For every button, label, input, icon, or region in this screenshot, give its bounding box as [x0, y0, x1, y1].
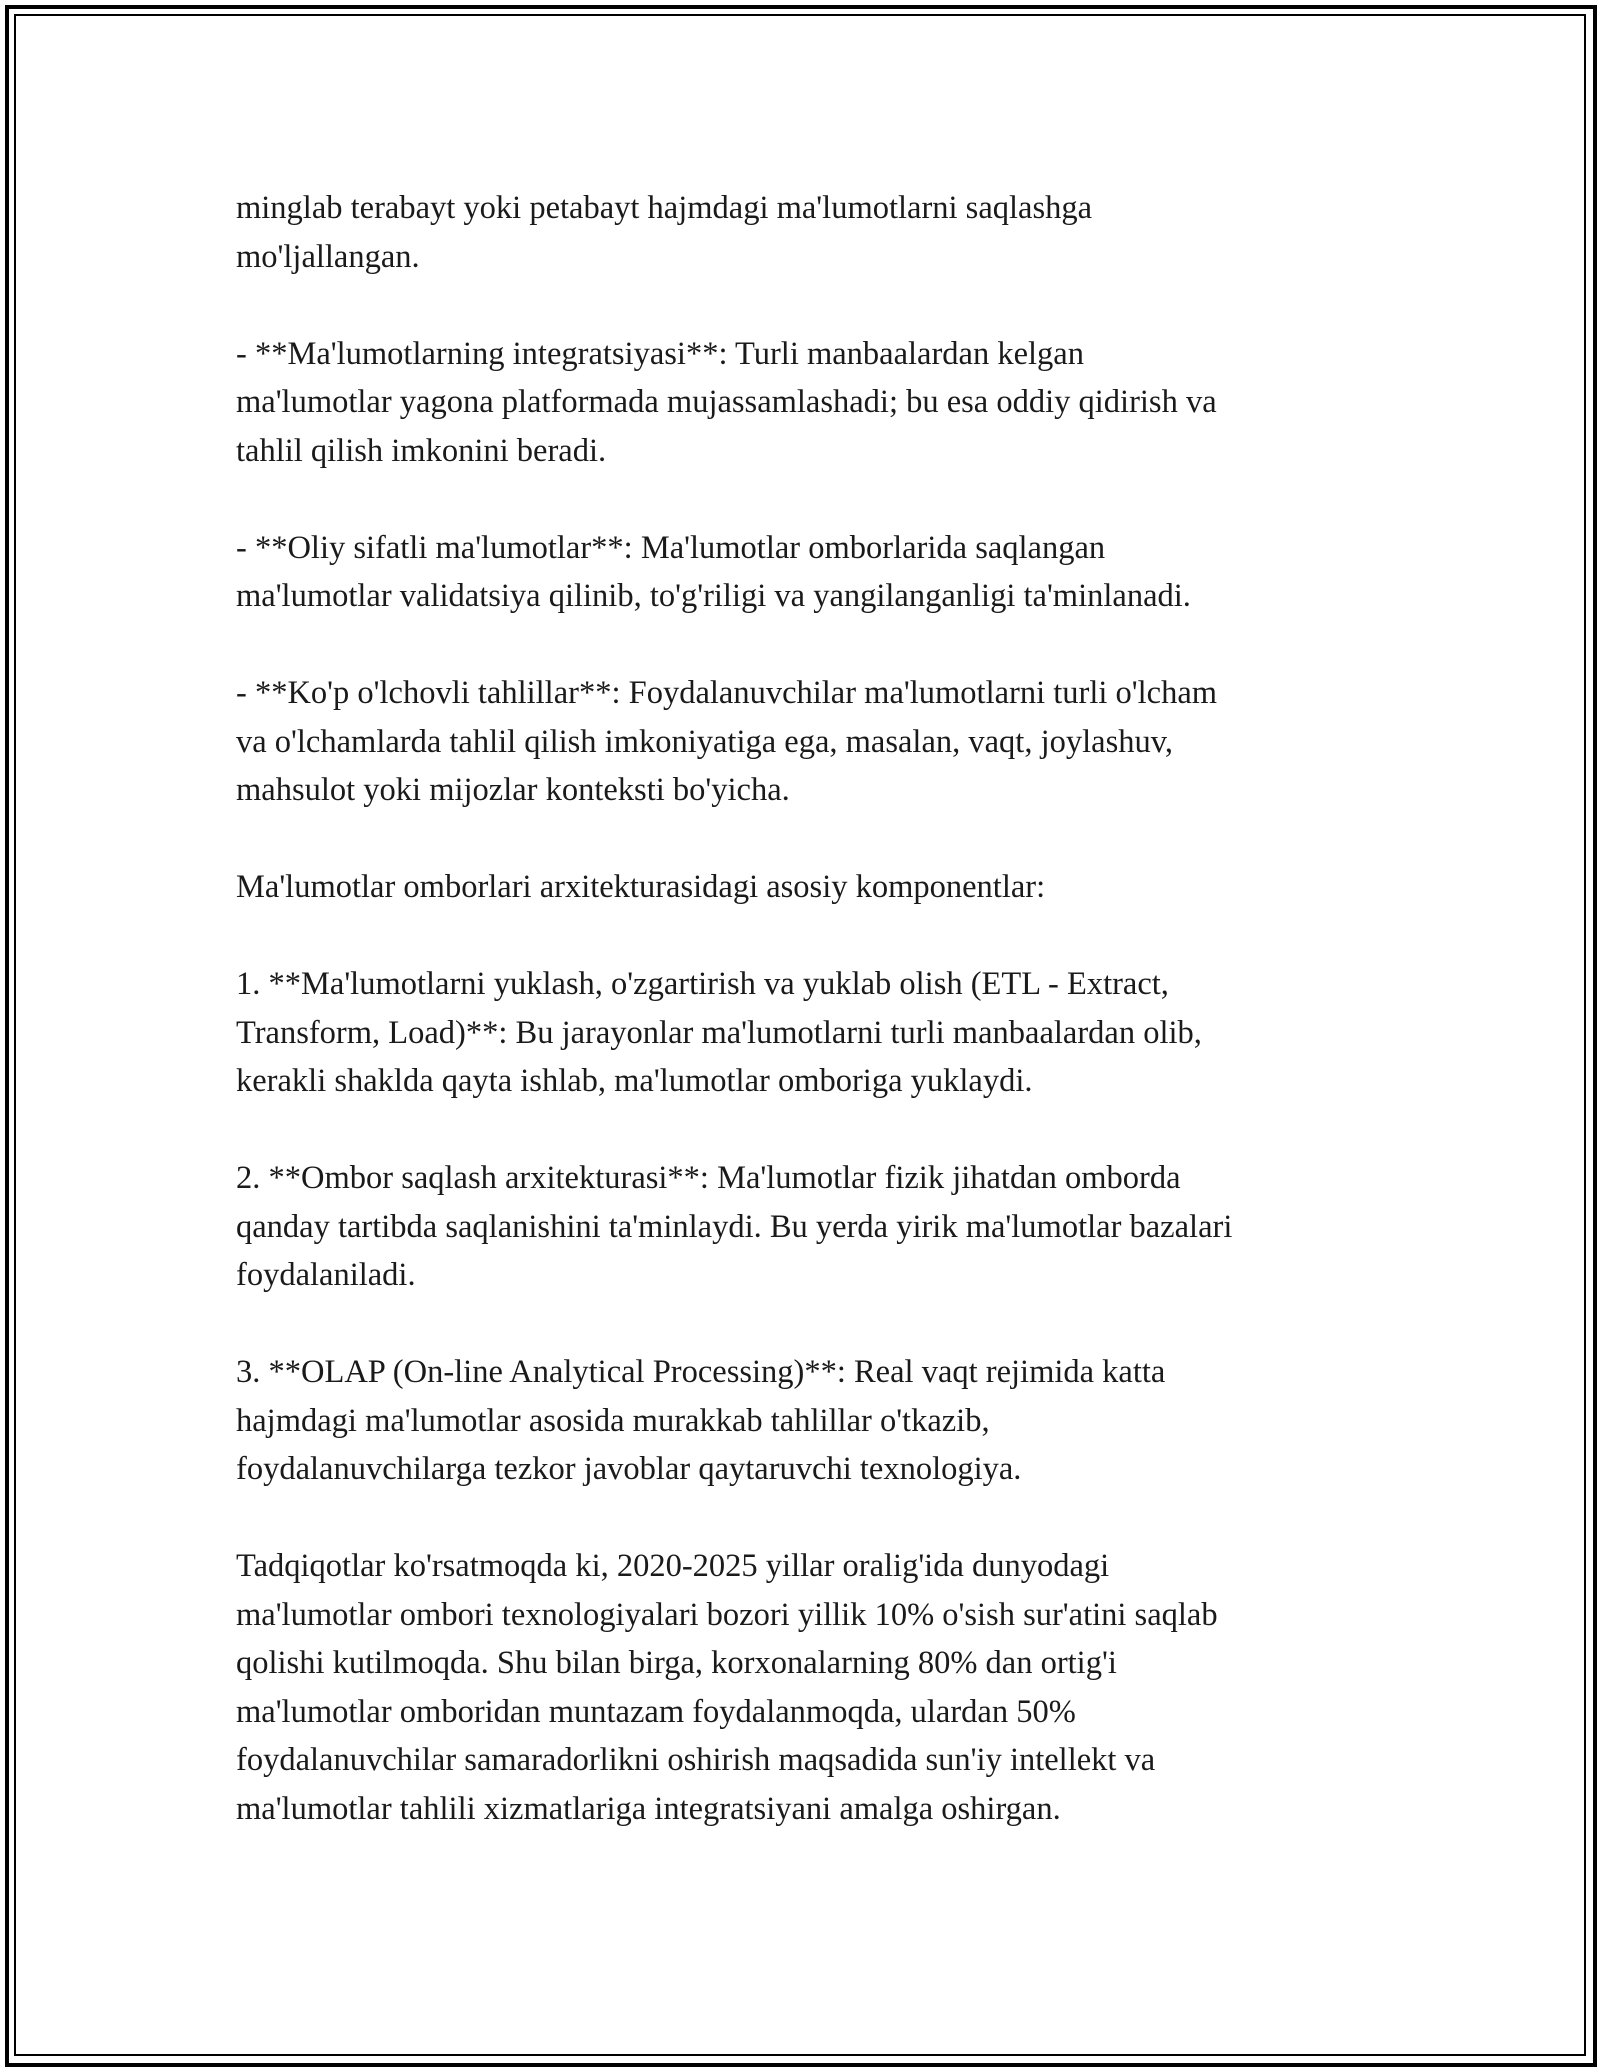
paragraph-storage-capacity: minglab terabayt yoki petabayt hajmdagi ma'lumotlarni saqlashga mo'ljallangan. — [236, 190, 1093, 275]
paragraph-high-quality-data: - **Oliy sifatli ma'lumotlar**: Ma'lumotlar omborlarida saqlangan ma'lumotlar validatsiya qilinib, to'g'riligi va yangilanganligi ta'minlanadi. — [236, 529, 1191, 614]
paragraph-olap: 3. **OLAP (On-line Analytical Processing)**: Real vaqt rejimida katta hajmdagi ma'lumotlar asosida murakkab tahlillar o'tkazib, foydalanuvchilarga tezkor javoblar qaytaruvchi texnologiya. — [236, 1354, 1166, 1487]
paragraph-etl: 1. **Ma'lumotlarni yuklash, o'zgartirish va yuklab olish (ETL - Extract, Transform, Load)**: Bu jarayonlar ma'lumotlarni turli manbaalardan olib, kerakli shaklda qayta ishlab, ma'lumotlar omboriga yuklaydi. — [236, 966, 1202, 1099]
paragraph-multidimensional-analysis: - **Ko'p o'lchovli tahlillar**: Foydalanuvchilar ma'lumotlarni turli o'lcham va o'lchamlarda tahlil qilish imkoniyatiga ega, masalan, vaqt, joylashuv, mahsulot yoki mijozlar konteksti bo'yicha. — [236, 675, 1218, 808]
paragraph-data-integration: - **Ma'lumotlarning integratsiyasi**: Turli manbaalardan kelgan ma'lumotlar yagona platformada mujassamlashadi; bu esa oddiy qidirish va tahlil qilish imkonini beradi. — [236, 335, 1217, 469]
paragraph-storage-architecture: 2. **Ombor saqlash arxitekturasi**: Ma'lumotlar fizik jihatdan omborda qanday tartibda saqlanishini ta'minlaydi. Bu yerda yirik ma'lumotlar bazalari foydalaniladi. — [236, 1160, 1233, 1293]
document-body — [236, 184, 1366, 1833]
paragraph-research-statistics: Tadqiqotlar ko'rsatmoqda ki, 2020-2025 yillar oralig'ida dunyodagi ma'lumotlar ombori texnologiyalari bozori yillik 10% o'sish sur'atini saqlab qolishi kutilmoqda. Shu bilan birga, korxonalarning 80% dan ortig'i ma'lumotlar omboridan muntazam foydalanmoqda, ulardan 50% foydalanuvchilar samaradorlikni oshirish maqsadida sun'iy intellekt va ma'lumotlar tahlili xizmatlariga integratsiyani amalga oshirgan. — [236, 1548, 1218, 1827]
paragraph-components-heading: Ma'lumotlar omborlari arxitekturasidagi asosiy komponentlar: — [236, 869, 1046, 905]
